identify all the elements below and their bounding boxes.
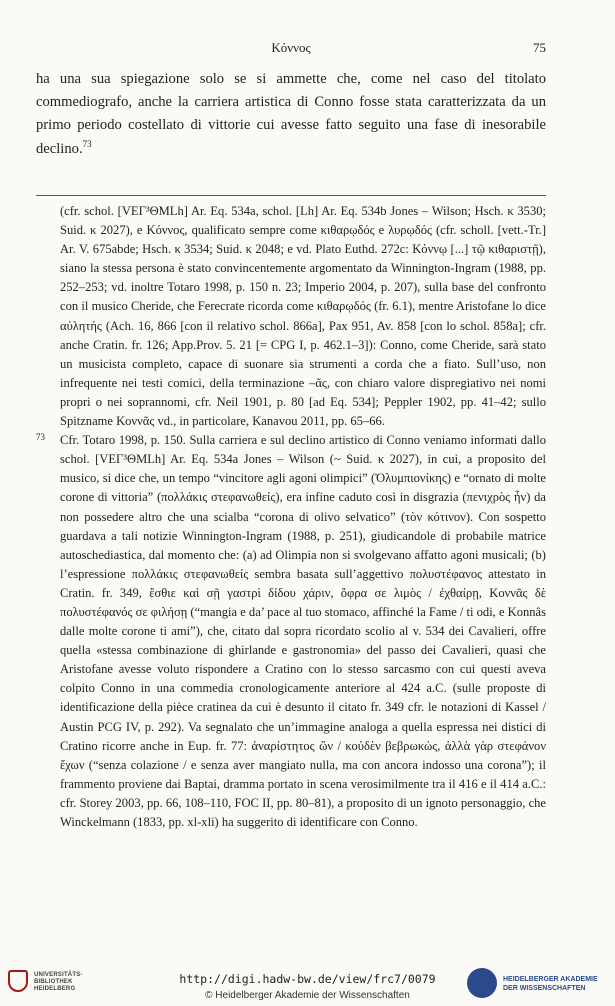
permalink-url[interactable]: http://digi.hadw-bw.de/view/frc7/0079 [179, 972, 436, 986]
footnote-reference[interactable]: 73 [82, 138, 92, 149]
academy-logo[interactable] [467, 968, 607, 1002]
library-logo-text: UNIVERSITÄTS- BIBLIOTHEK HEIDELBERG [34, 972, 83, 992]
page-footer [0, 966, 615, 1006]
academy-seal-icon [467, 968, 497, 998]
footnote-72-continuation [36, 202, 546, 431]
footnote-separator [36, 195, 546, 196]
page-number: 75 [533, 40, 546, 55]
footnote-number: 73 [36, 432, 45, 443]
main-text [36, 68, 546, 161]
footnote-text: (cfr. schol. [VEΓ³ΘMLh] Ar. Eq. 534a, schol. [Lh] Ar. Eq. 534b Jones – Wilson; Hsch. κ 3530; Suid. κ 2027), e Κόννος, qualificato sempre come κιθαρῳδός e λυρῳδός (cfr. scholl. [vett.-Tr.] Ar. V. 675abde; Hsch. κ 3534; Suid. κ 2048; e vd. Plato Euthd. 272c: Κόννῳ [...] τῷ κιθαριστῇ), siano la stessa persona è stato convincentemente argomentato da Winnington-Ingram (1988, pp. 252–253; vd. inoltre Totaro 1998, p. 150 n. 23; Imperio 2004, p. 207), sulla base del confronto con il musico Cheride, che Ferecrate ricorda come κιθαρῳδός (fr. 6.1), mentre Aristofane lo dice αὐλητής (Ach. 16, 866 [con il relativo schol. 866a], Pax 951, Av. 858 [con lo schol. 858a]; cfr. anche Cratin. fr. 126; App.Prov. 5. 21 [= CPG I, p. 462.1–3]): Conno, come Cheride, sarà stato un musicista completo, capace di suonare sia strumenti a corda che a fiato. Sull’uso, non infrequente nei testi comici, della terminazione –ᾶς, con chiaro valore dispregiativo nei nomi propri o nei soprannomi, cfr. Neil 1901, p. 80 [ad Eq. 534]; Peppler 1902, pp. 41–42; sullo Spitzname Κοννᾶς vd., in particolare, Kanavou 2011, pp. 65–66. [60, 204, 546, 429]
copyright-notice: © Heidelberger Akademie der Wissenschaften [205, 990, 410, 1001]
running-header [36, 40, 546, 60]
main-paragraph: ha una sua spiegazione solo se si ammette che, come nel caso del titolato commediografo, anche la carriera artistica di Conno fosse stata caratterizzata da un primo periodo costellato di vittorie cui avesse fatto seguito una fase di inesorabile declino. [36, 71, 546, 157]
academy-logo-text: HEIDELBERGER AKADEMIE DER WISSENSCHAFTEN [503, 976, 598, 992]
footnotes [36, 202, 546, 832]
footnote-73 [36, 431, 546, 832]
running-title: Κόννος [271, 40, 311, 55]
footnote-text: Cfr. Totaro 1998, p. 150. Sulla carriera e sul declino artistico di Conno veniamo informati dallo schol. [VEΓ³ΘMLh] Ar. Eq. 534a Jones – Wilson (~ Suid. κ 2027), in cui, a proposito del musico, si dice che, un tempo “vincitore agli agoni olimpici” (Ὀλυμπιονίκης) e “ornato di molte corone di vittoria” (πολλάκις στεφανωθείς), era infine caduto così in disgrazia (πενιχρὸς ἦν) da non possedere altro che una scialba “corona di olivo selvatico” (τὸν κότινον). Con sospetto guardava a tali notizie Winnington-Ingram (1988, p. 251), giudicandole di probabile matrice autoschediastica, dal momento che: (a) ad Olimpia non si svolgevano affatto agoni musicali; (b) l’espressione πολλάκις στεφανωθείς sembra basata sull’aggettivo πολυστέφανος attestato in Cratin. fr. 349, ἔσθιε καὶ σῇ γαστρὶ δίδου χάριν, ὄφρα σε λιμὸς / ἐχθαίρῃ, Κοννᾶς δὲ πολυστέφανός σε φιλήσῃ (“mangia e da’ pace al tuo stomaco, affinché la Fame / ti odi, e Konnâs dalle molte corone ti ami”), che, citato dal sopra ricordato scolio al v. 534 dei Cavalieri, offre quella «stessa combinazione di ghirlande e gastronomia» del passo dei Cavalieri, quasi che Aristofane avesse voluto rispondere a Cratino con lo stesso sarcasmo con cui questi aveva colpito Conno in una commedia cronologicamente anteriore al 424 a.C. (sulle proposte di identificazione della pièce cratinea da cui è desunto il citato fr. 349 cfr. le notazioni di Kassel / Austin PCG IV, p. 292). Va segnalato che un’immagine analoga a quella espressa nei distici di Cratino ricorre anche in Eup. fr. 77: ἀναρίστητος ὢν / κοὐδὲν βεβρωκώς, ἀλλὰ γὰρ στεφάνον ἔχων (“senza colazione / e senza aver mangiato nulla, ma con ancora indosso una corona”); il frammento proviene dai Baptai, dramma portato in scena verosimilmente tra il 416 e il 414 a.C.: cfr. Storey 2003, pp. 66, 108–110, FOC II, pp. 80–81), a proposito di un ignoto personaggio, che Winckelmann (1833, pp. xl-xli) ha suggerito di identificare con Conno. [60, 433, 546, 829]
